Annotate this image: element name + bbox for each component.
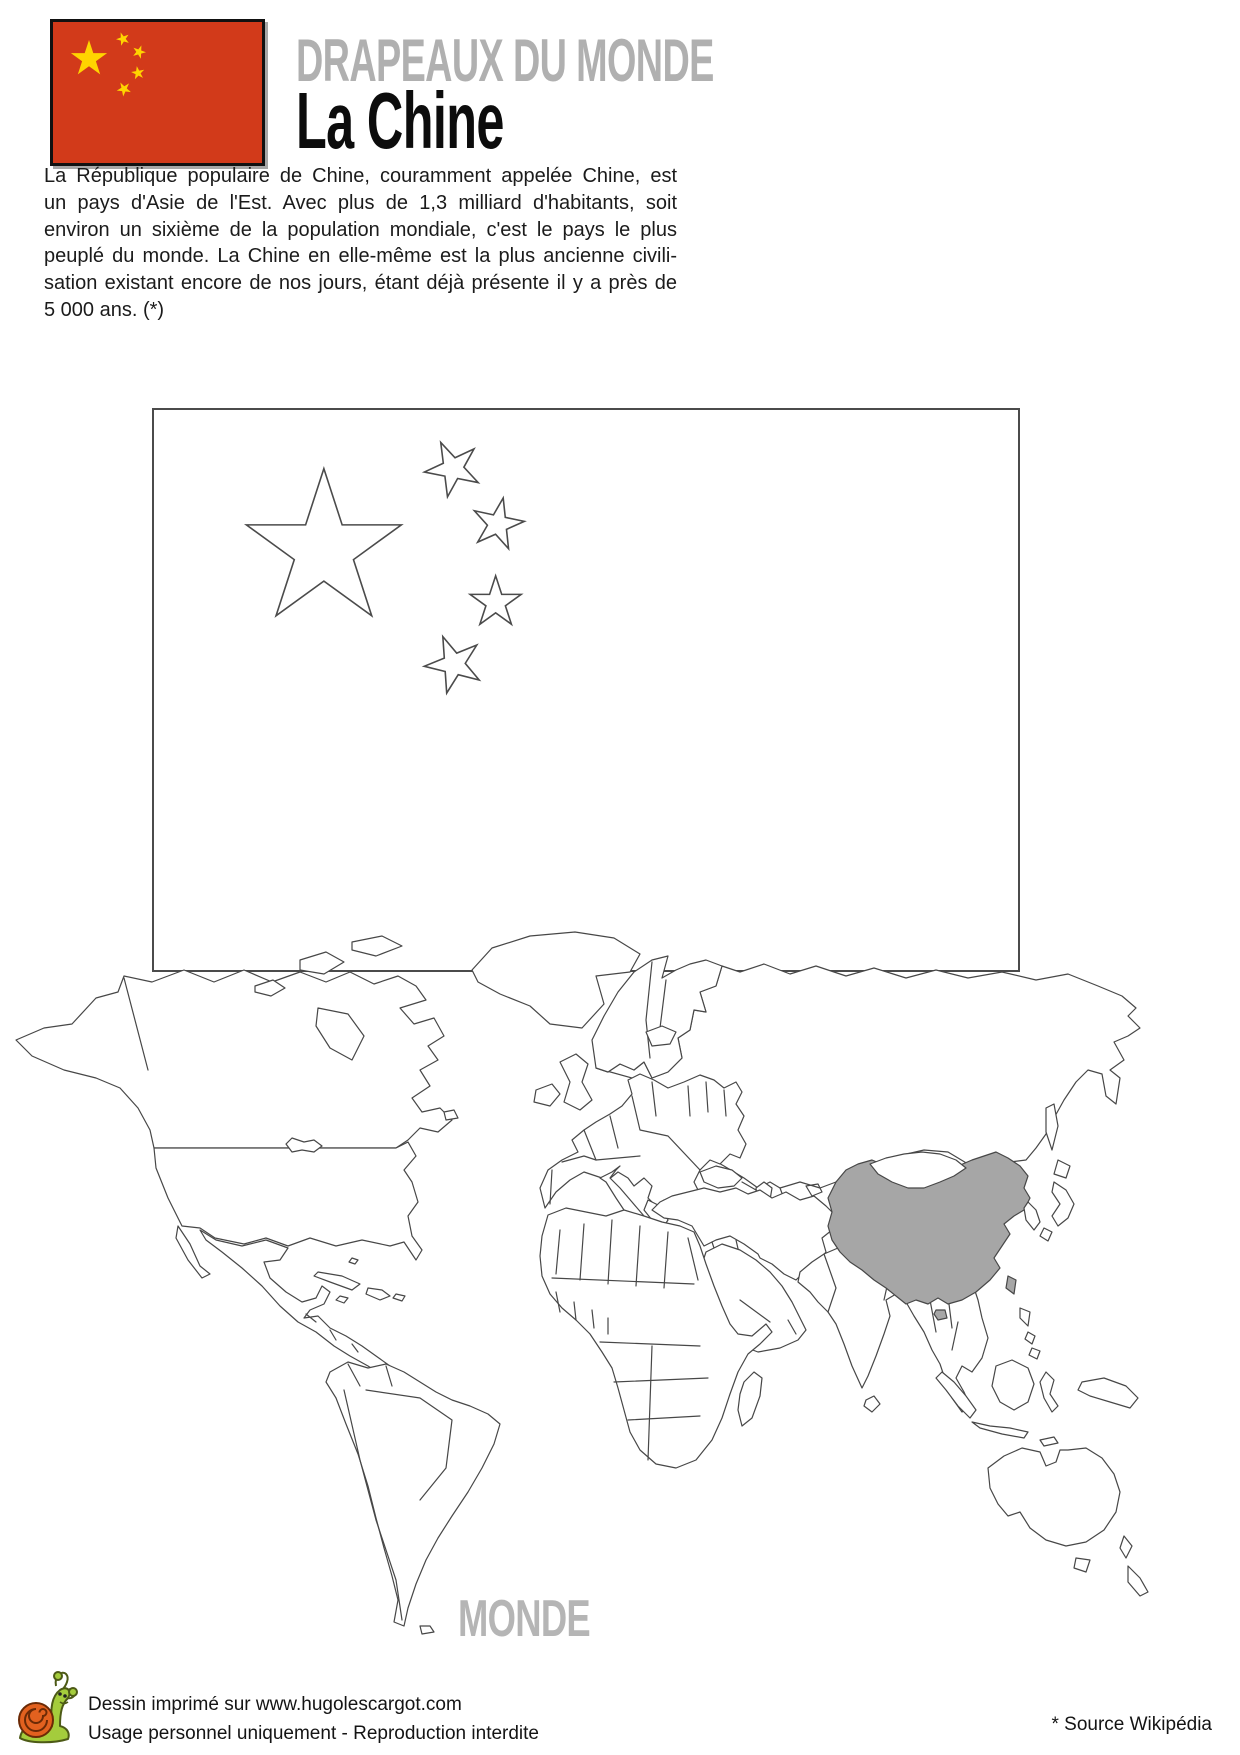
star-icon: [133, 45, 146, 58]
map-taiwan: [1006, 1276, 1016, 1294]
star-icon: [470, 576, 521, 624]
intro-line: La République populaire de Chine, couramment appelée Chine, est: [44, 165, 677, 187]
map-australia: [988, 1448, 1120, 1546]
map-new-zealand: [1120, 1536, 1132, 1558]
star-icon: [116, 32, 129, 45]
flag-coloring-outline: [152, 408, 1020, 972]
china-flag-stars: [53, 22, 262, 163]
map-south-america: [326, 1362, 500, 1626]
intro-line: 5 000 ans. (*): [44, 298, 165, 321]
star-icon: [117, 83, 131, 97]
map-usa: [154, 1142, 422, 1260]
star-icon: [424, 637, 479, 693]
intro-line: peuplé du monde. La Chine en elle-même est la plus ancienne civili-: [44, 245, 677, 268]
footer-usage-line: Usage personnel uniquement - Reproduction interdite: [88, 1723, 539, 1744]
map-tasmania: [1074, 1558, 1090, 1572]
map-label: MONDE: [458, 1590, 590, 1648]
snail-logo-icon: [12, 1664, 78, 1748]
star-icon: [131, 66, 144, 79]
star-icon: [71, 40, 107, 74]
series-title: DRAPEAUX DU MONDE: [296, 27, 714, 94]
star-icon: [246, 469, 401, 616]
footer-printed-line: Dessin imprimé sur www.hugolescargot.com: [88, 1694, 462, 1715]
map-madagascar: [738, 1372, 762, 1426]
map-new-guinea: [1078, 1378, 1138, 1408]
world-map: [0, 920, 1240, 1660]
star-icon: [424, 442, 478, 496]
source-credit: * Source Wikipédia: [1051, 1714, 1212, 1735]
footer-credits: [88, 1690, 539, 1748]
map-ireland: [534, 1084, 560, 1106]
intro-line: sation existant encore de nos jours, étant déjà présente il y a près de: [44, 272, 677, 295]
flag-outline-stars: [154, 410, 1018, 970]
china-flag-icon: [50, 19, 265, 166]
intro-line: un pays d'Asie de l'Est. Avec plus de 1,3 milliard d'habitants, soit: [44, 191, 677, 214]
page-title: La Chine: [296, 76, 504, 165]
intro-paragraph: [44, 163, 677, 324]
map-united-kingdom: [560, 1054, 592, 1110]
intro-line: environ un sixième de la population mondiale, c'est le pays le plus: [44, 218, 677, 241]
map-japan: [1054, 1160, 1070, 1178]
map-canada: [16, 970, 452, 1148]
star-icon: [474, 498, 524, 549]
map-korea: [1024, 1202, 1040, 1230]
